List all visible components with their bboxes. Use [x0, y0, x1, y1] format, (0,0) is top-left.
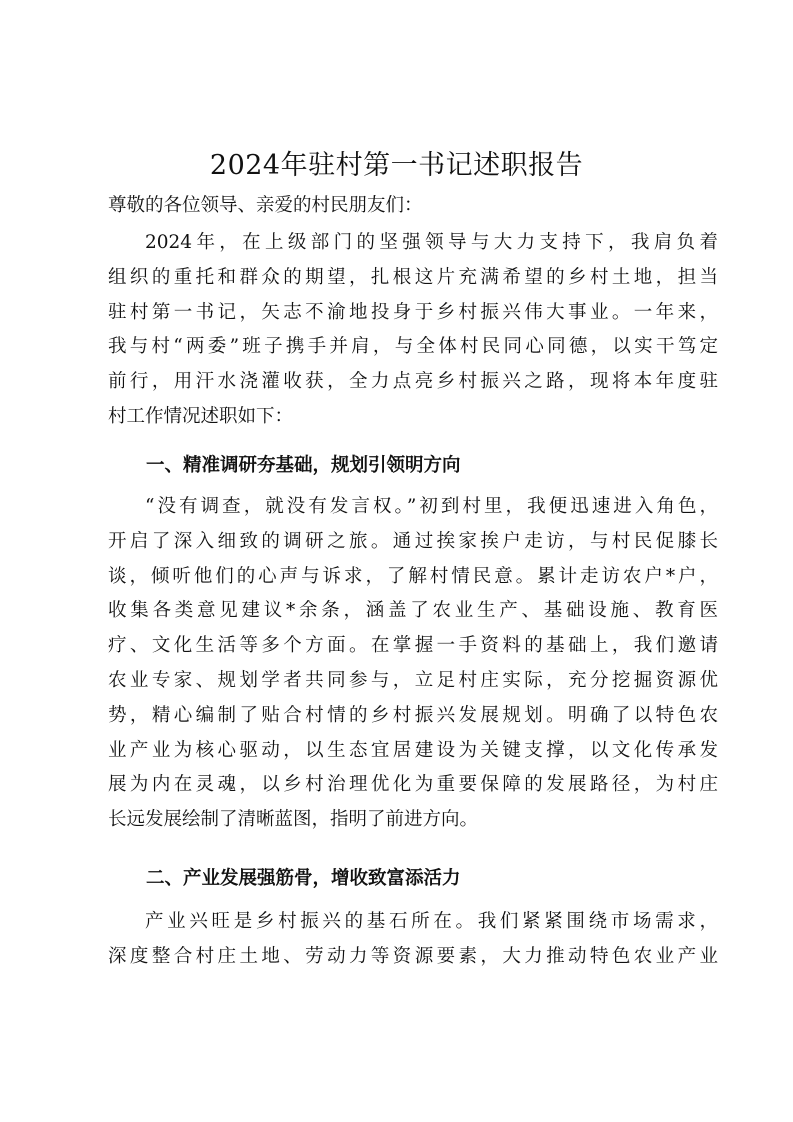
- paragraph-line: 深度整合村庄土地、劳动力等资源要素，大力推动特色农业产业: [108, 945, 718, 967]
- section-heading-1: 一、精准调研夯基础，规划引领明方向: [146, 455, 461, 476]
- paragraph-line: 业产业为核心驱动，以生态宜居建设为关键支撑，以文化传承发: [108, 739, 718, 761]
- greeting: 尊敬的各位领导、亲爱的村民朋友们：: [108, 195, 423, 216]
- page-title: 2024年驻村第一书记述职报告: [209, 150, 584, 181]
- section1-paragraph: [108, 490, 718, 838]
- section-heading-2: 二、产业发展强筋骨，增收致富添活力: [146, 868, 461, 889]
- paragraph-line: 长远发展绘制了清晰蓝图，指明了前进方向。: [108, 809, 479, 831]
- paragraph-line: 收集各类意见建议*余条，涵盖了农业生产、基础设施、教育医: [108, 600, 718, 622]
- paragraph-line: 开启了深入细致的调研之旅。通过挨家挨户走访，与村民促膝长: [108, 530, 718, 552]
- paragraph-line: 展为内在灵魂，以乡村治理优化为重要保障的发展路径，为村庄: [108, 774, 718, 796]
- paragraph-line: 组织的重托和群众的期望，扎根这片充满希望的乡村土地，担当: [108, 266, 718, 288]
- intro-paragraph: [108, 226, 718, 435]
- paragraph-line: “没有调查，就没有发言权。”初到村里，我便迅速进入角色，: [145, 496, 718, 517]
- paragraph-line: 农业专家、规划学者共同参与，立足村庄实际，充分挖掘资源优: [108, 669, 718, 691]
- paragraph-line: 势，精心编制了贴合村情的乡村振兴发展规划。明确了以特色农: [108, 704, 718, 726]
- paragraph-line: 产业兴旺是乡村振兴的基石所在。我们紧紧围绕市场需求，: [145, 911, 718, 932]
- paragraph-line: 驻村第一书记，矢志不渝地投身于乡村振兴伟大事业。一年来，: [108, 301, 718, 323]
- paragraph-line: 村工作情况述职如下：: [108, 405, 294, 427]
- paragraph-line: 疗、文化生活等多个方面。在掌握一手资料的基础上，我们邀请: [108, 635, 718, 657]
- paragraph-line: 2024年，在上级部门的坚强领导与大力支持下，我肩负着: [145, 232, 718, 253]
- paragraph-line: 前行，用汗水浇灌收获，全力点亮乡村振兴之路，现将本年度驻: [108, 371, 718, 393]
- section2-paragraph: [108, 905, 718, 975]
- paragraph-line: 我与村“两委”班子携手并肩，与全体村民同心同德，以实干笃定: [108, 336, 718, 358]
- paragraph-line: 谈，倾听他们的心声与诉求，了解村情民意。累计走访农户*户，: [108, 565, 718, 587]
